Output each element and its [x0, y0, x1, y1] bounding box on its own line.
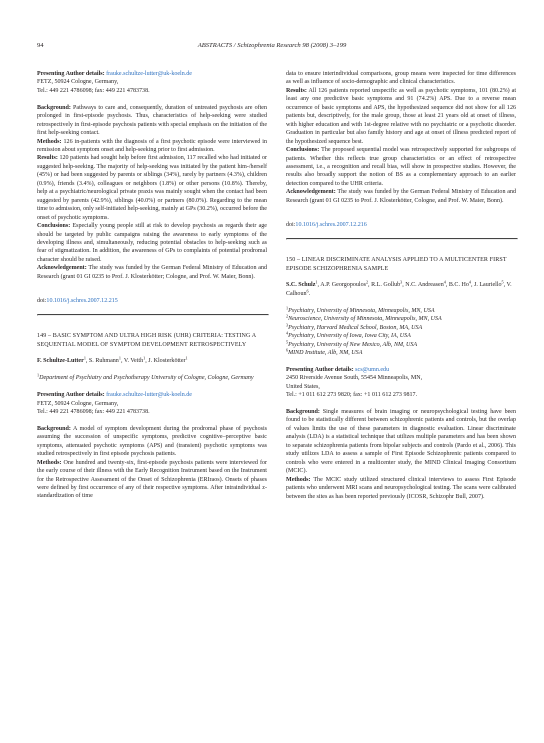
author: J. Lauriello	[473, 282, 502, 289]
presenting-label: Presenting Author details:	[37, 71, 105, 77]
author: , S. Ruhmann	[85, 358, 119, 365]
section-label: Methods:	[37, 459, 62, 466]
author: R.L. Gollub	[371, 282, 401, 289]
section-text: Especially young people still at risk to develop psychosis as regards their age should be targeted by public campaigns raising the awareness to early symptoms of the developing illness and, simultaneously, reducing potential obstacles to help-seeking such as fear of stigmatization. In addition, the awareness of GPs to complaints of potential prodromal character should be raised.	[37, 223, 267, 263]
section-text: A model of symptom development during the prodromal phase of psychosis assuming the succession of unspecific symptoms, predictive cognitive–perceptive basic symptoms, attenuated psychotic symptoms (APS) and (transient) psychotic symptoms was studied retrospectively in first episode psychosis patients.	[37, 425, 267, 458]
author: , V. Veith	[120, 358, 144, 365]
conclusions-paragraph	[37, 222, 267, 264]
section-label: Background:	[286, 409, 320, 415]
affiliation-marker: 1	[143, 356, 146, 362]
affiliation-text: Psychiatry, University of Iowa, Iowa City, IA, USA	[288, 333, 411, 340]
affiliation-text: Psychiatry, Harvard Medical School, Boston, MA, USA	[288, 324, 423, 331]
affiliation-text: Psychiatry, University of Minnesota, Minneapolis, MN, USA	[288, 307, 435, 314]
methods-paragraph	[37, 138, 267, 155]
section-label: Background:	[37, 104, 71, 111]
address-line: United States,	[286, 383, 320, 390]
right-column	[286, 70, 516, 501]
section-text: One hundred and twenty-six, first-episode psychosis patients were interviewed for the early course of their illness with the Early Recognition Instrument based on the Instrument for the Retrospective Assessment of the Onset of Schizophrenia (ERIraos). Onsets of phases were defined by first occurrence of any of their respective symptoms. After intraindividual z-standardization of time	[37, 459, 267, 500]
presenting-author-details	[286, 366, 516, 400]
section-label: Results:	[286, 87, 307, 94]
address-line: FETZ, 50924 Cologne, Germany,	[37, 400, 119, 407]
methods-paragraph	[286, 476, 516, 501]
continued-paragraph: data to ensure interindividual comparisons, group means were inspected for time differences as well as influence of socio-demographic and clinical characteristics.	[286, 71, 516, 86]
left-column	[37, 70, 267, 501]
running-title: ABSTRACTS / Schizophrenia Research 98 (2008) 3–199	[197, 42, 347, 49]
phone-line: Tel.: 449 221 4786098; fax: 449 221 4783738.	[37, 409, 150, 415]
background-paragraph	[286, 408, 516, 476]
author-list: S.C. Schulz$^1$, A.P. Georgopoulos$^2$, R.L. Gollub$^3$, N.C. Andreasen$^4$, B.C. Ho$^4$, J. Lauriello$^5$, V. Calhoun$^6$.	[286, 280, 512, 297]
presenting-author-details	[37, 391, 267, 416]
phone-line: Tel.: +1 011 612 273 9820; fax: +1 011 612 273 9817.	[286, 392, 418, 399]
results-paragraph	[286, 87, 516, 146]
presenting-author-details	[37, 70, 267, 95]
section-label: Conclusions:	[37, 223, 71, 230]
section-label: Results:	[37, 155, 58, 162]
doi-link[interactable]: 10.1016/j.schres.2007.12.215	[46, 298, 118, 305]
abstract-title: 149 – BASIC SYMPTOM AND ULTRA HIGH RISK (UHR) CRITERIA: TESTING A SEQUENTIAL MODEL OF SYMPTOM DEVELOPMENT RETROSPECTIVELY	[37, 333, 256, 348]
section-text: The study was funded by the German Federal Ministry of Education and Research (grant 01 GI 0235 to Prof. J. Klosterkötter; Cologne, and Prof. W. Maier, Bonn).	[37, 265, 267, 280]
address-line: 2450 Riverside Avenue South, 55454 Minneapolis, MN,	[286, 375, 423, 382]
section-label: Methods:	[286, 476, 311, 483]
section-text: Single measures of brain imaging or neuropsychological testing have been found to be statistically different between schizophrenic patients and controls, but the overlap of values limits the use of these parameters in diagnostic evaluation. Linear discriminate analysis (LDA) is a statistical technique that utilizes multiple parameters and has been shown to separate schizophrenia patients from bipolar subjects and controls (Pardo et al., 2006). This study utilizes LDA to assess a sample of First Episode Schizophrenic patients compared to controls who were entered in a multicenter study, the MIND Clinical Imaging Consortium (MCIC).	[286, 409, 516, 475]
affiliation-text: Department of Psychiatry and Psychotherapy University of Cologne, Cologne, Germany	[39, 375, 254, 382]
author-list	[37, 357, 267, 365]
section-text: 120 patients had sought help before first admission, 117 recalled who had initiated or suggested help-seeking. The majority of help-seeking was initiated by the patient him-/herself (45%) or had been suggested by parents or siblings (34%), rarely by partners (4.3%), children (0.9%), friends (3.4%), colleagues or neighbors (1.8%) or other persons (10.8%). Thereby, help at a psychiatric/neurological private praxis was mainly sought when the contact had been suggested by parents (42.9%), siblings (40.0%) or partners (80.0%). Regarding to the mean time to admission, only self-initiated help-seeking, mainly at GPs (30.2%), occurred before the onset of psychotic symptoms.	[37, 155, 267, 221]
section-text: 126 in-patients with the diagnosis of a first psychotic episode were interviewed in remission about symptom onset and help-seeking prior to first admission.	[37, 138, 267, 154]
background-paragraph	[37, 104, 267, 138]
affiliation-list: $^1$Psychiatry, University of Minnesota, Minneapolis, MN, USA $^2$Neuroscience, University of Minnesota, Minneapolis, MN, USA $^3$Psychiatry, Harvard Medical School, Boston, MA, USA $^4$Psychiatry, University of Iowa, Iowa City, IA, USA $^5$Psychiatry, University of New Mexico, Alb, NM, USA $^6$MIND Institute, Alb, NM, USA	[286, 305, 442, 356]
author-email-link[interactable]: scs@umn.edu	[355, 366, 390, 373]
section-text: The MCIC study utilized structured clinical interviews to assess First Episode patients who underwent MRI scans and neuropsychological testing. The scans were calibrated between the sites as has been reported previously (ICOSR, Schizophr Bull, 2007).	[286, 476, 516, 500]
section-label: Acknowledgement:	[286, 189, 336, 196]
author: , J. Klosterkötter	[145, 358, 186, 365]
conclusions-paragraph	[286, 146, 516, 188]
section-label: Acknowledgement:	[37, 265, 87, 272]
affiliation-text: Neuroscience, University of Minnesota, Minneapolis, MN, USA	[288, 316, 442, 323]
affiliation-marker: 1	[37, 372, 40, 378]
address-line: FETZ, 50924 Cologne, Germany,	[37, 79, 119, 86]
affiliation-text: Psychiatry, University of New Mexico, Alb, NM, USA	[288, 341, 418, 348]
section-label: Conclusions:	[286, 147, 320, 154]
results-paragraph	[37, 154, 267, 222]
author-email-link[interactable]: frauke.schultze-lutter@uk-koeln.de	[106, 71, 192, 77]
affiliation	[37, 374, 267, 382]
section-label: Methods:	[37, 138, 62, 145]
abstract-title: 150 – LINEAR DISCRIMINATE ANALYSIS APPLIED TO A MULTICENTER FIRST EPISODE SCHIZOPHRENIA SAMPLE	[286, 257, 507, 272]
doi-line: doi:10.1016/j.schres.2007.12.215	[37, 298, 118, 305]
presenting-label: Presenting Author details:	[37, 392, 105, 399]
background-paragraph	[37, 425, 267, 459]
author-email-link[interactable]: frauke.schultze-lutter@uk-koeln.de	[106, 392, 192, 399]
author: V. Calhoun	[286, 282, 512, 297]
doi-line: doi:10.1016/j.schres.2007.12.216	[286, 222, 367, 229]
page-number: 94	[37, 42, 44, 49]
presenting-label: Presenting Author details:	[286, 366, 354, 373]
section-label: Background:	[37, 425, 71, 432]
presenting-author: F. Schultze-Lutter	[37, 358, 84, 365]
acknowledgement-paragraph	[286, 188, 516, 205]
presenting-author: S.C. Schulz	[286, 282, 316, 289]
author: B.C. Ho	[448, 282, 469, 289]
page-header	[37, 42, 507, 52]
author: N.C. Andreasen	[405, 282, 444, 289]
affiliation-marker: 1	[83, 356, 86, 362]
affiliation-marker: 1	[185, 356, 188, 362]
methods-paragraph	[37, 459, 267, 501]
acknowledgement-paragraph	[37, 264, 267, 281]
affiliation-marker: 1	[118, 356, 121, 362]
section-text: The study was funded by the German Federal Ministry of Education and Research (grant 01 GI 0235 to Prof. J. Klosterkötter, Cologne, and Prof. W. Maier, Bonn).	[286, 189, 516, 204]
author: A.P. Georgopoulos	[320, 282, 366, 289]
section-text: Pathways to care and, consequently, duration of untreated psychosis are often prolonged in first-episode psychosis. Thus, characteristics of help-seeking were studied retrospectively in first-episode psychosis patients with special emphasis on the initiation of the first help-seeking contact.	[37, 104, 268, 137]
section-text: The proposed sequential model was retrospectively supported for subgroups of patients. Whether this reflects true group characteristics or an effect of retrospective assessment, i.e., a recognition and recall bias, will show in prospective studies. However, the results also broadly support the notion of BS as a complementary approach to an earlier detection compared to the UHR criteria.	[286, 147, 516, 187]
phone-line: Tel.: 449 221 4786098; fax: 449 221 4783738.	[37, 87, 150, 94]
doi-link[interactable]: 10.1016/j.schres.2007.12.216	[295, 222, 367, 229]
affiliation-text: MIND Institute, Alb, NM, USA	[288, 349, 363, 356]
section-text: All 126 patients reported unspecific as well as psychotic symptoms, 101 (80.2%) at least any one predictive basic symptoms and 91 (74.2%) APS. Due to a reverse mean occurrence of basic symptoms and APS, the hypothesized sequence did not show for all 126 patients but, descriptively, for the male group, those at least 21 years old at onset of illness, with higher education and with 1st-degree relative with no psychiatric or a psychotic disorder. Graduation in particular but also family history and age at onset of illness predicted report of the hypothesized sequence best.	[286, 87, 516, 145]
